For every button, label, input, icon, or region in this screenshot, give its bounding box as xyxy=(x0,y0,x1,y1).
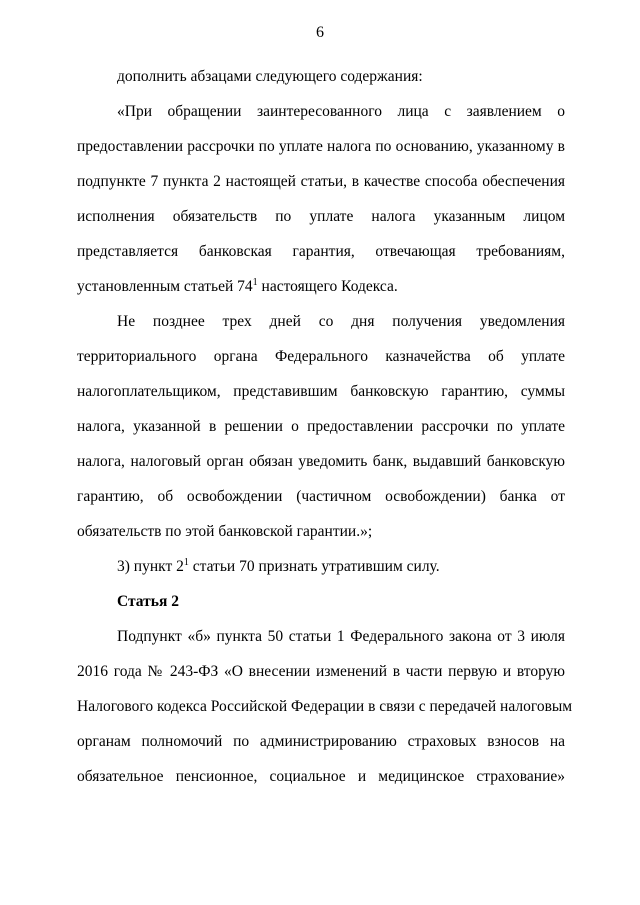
page-number: 6 xyxy=(316,24,324,41)
text-fragment: статьи 70 признать утратившим силу. xyxy=(188,558,440,575)
superscript: 1 xyxy=(252,276,258,288)
text-line: 2016 года № 243-ФЗ «О внесении изменений в части первую и вторую xyxy=(77,663,565,680)
text-line: «При обращении заинтересованного лица с заявлением о xyxy=(117,103,565,120)
text-fragment: 3) пункт 2 xyxy=(117,558,184,575)
text-line: налога, указанной в решении о предоставлении рассрочки по уплате xyxy=(77,418,565,435)
text-line xyxy=(77,277,565,297)
text-line: дополнить абзацами следующего содержания: xyxy=(117,68,423,85)
text-line: предоставлении рассрочки по уплате налога по основанию, указанному в xyxy=(77,138,565,155)
text-line: Подпункт «б» пункта 50 статьи 1 Федерального закона от 3 июля xyxy=(117,628,565,645)
text-line xyxy=(117,557,565,577)
text-line: Не позднее трех дней со дня получения уведомления xyxy=(117,313,565,330)
text-fragment: настоящего Кодекса. xyxy=(257,278,398,295)
text-line: подпункте 7 пункта 2 настоящей статьи, в качестве способа обеспечения xyxy=(77,173,565,190)
text-line: органам полномочий по администрированию страховых взносов на xyxy=(77,733,565,750)
text-line: территориального органа Федерального казначейства об уплате xyxy=(77,348,565,365)
text-line: Налогового кодекса Российской Федерации в связи с передачей налоговым xyxy=(77,698,573,715)
text-line: исполнения обязательств по уплате налога указанным лицом xyxy=(77,208,565,225)
text-line: налогоплательщиком, представившим банковскую гарантию, суммы xyxy=(77,383,565,400)
text-line: налога, налоговый орган обязан уведомить банк, выдавший банковскую xyxy=(77,453,565,470)
text-line: обязательное пенсионное, социальное и медицинское страхование» xyxy=(77,768,565,785)
text-line: гарантию, об освобождении (частичном освобождении) банка от xyxy=(77,488,565,505)
text-line: представляется банковская гарантия, отвечающая требованиям, xyxy=(77,243,565,260)
article-heading: Статья 2 xyxy=(117,593,179,610)
superscript: 1 xyxy=(183,556,189,568)
text-line: обязательств по этой банковской гарантии.»; xyxy=(77,523,373,540)
text-fragment: установленным статьей 74 xyxy=(77,278,253,295)
